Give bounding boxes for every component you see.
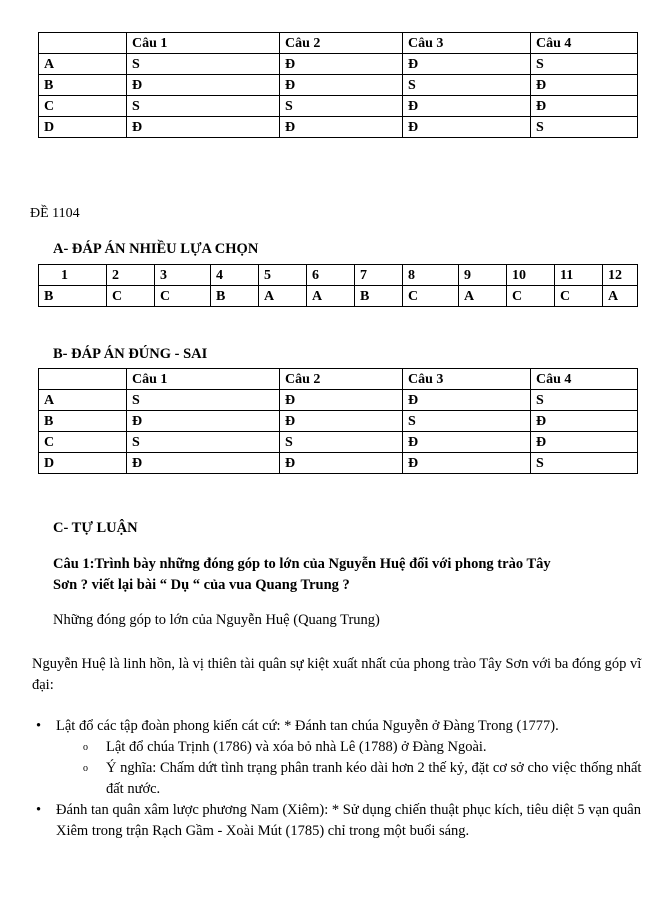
header-cell: Câu 1: [127, 369, 280, 390]
table-row: [39, 390, 638, 411]
header-cell: [39, 33, 127, 54]
contribution-item-2: [32, 800, 657, 842]
answer-cell: Đ: [280, 54, 403, 75]
answer-cell: S: [127, 390, 280, 411]
answer-paragraph: Nguyễn Huệ là linh hồn, là vị thiên tài quân sự kiệt xuất nhất của phong trào Tây Sơn với ba đóng góp vĩ đại:: [32, 656, 642, 693]
multiple-choice-table: [38, 264, 638, 307]
answer-cell: Đ: [280, 411, 403, 432]
row-label-cell: C: [39, 432, 127, 453]
answer-letter-cell: C: [555, 286, 603, 307]
question-number-cell: 12: [603, 265, 638, 286]
answer-cell: Đ: [280, 390, 403, 411]
row-label-cell: D: [39, 453, 127, 474]
answer-letter-cell: A: [603, 286, 638, 307]
table-row: [39, 75, 638, 96]
sub-item: o Lật đổ chúa Trịnh (1786) và xóa bỏ nhà Lê (1788) ở Đàng Ngoài.: [56, 737, 657, 758]
question-number-cell: 5: [259, 265, 307, 286]
answer-cell: S: [531, 117, 638, 138]
answer-table-top: [38, 32, 638, 138]
question-number-cell: 8: [403, 265, 459, 286]
answer-cell: S: [127, 432, 280, 453]
header-cell: Câu 4: [531, 33, 638, 54]
answer-cell: Đ: [403, 96, 531, 117]
section-b-title: B- ĐÁP ÁN ĐÚNG - SAI: [53, 346, 208, 362]
row-label-cell: A: [39, 390, 127, 411]
answer-cell: Đ: [531, 411, 638, 432]
answer-cell: S: [127, 54, 280, 75]
answer-cell: Đ: [531, 432, 638, 453]
answer-letter-cell: C: [403, 286, 459, 307]
header-cell: [39, 369, 127, 390]
mc-number-row: [39, 265, 638, 286]
header-cell: Câu 1: [127, 33, 280, 54]
answer-letter-cell: C: [507, 286, 555, 307]
answer-cell: Đ: [280, 75, 403, 96]
answer-letter-cell: A: [307, 286, 355, 307]
question-1-line-1: Câu 1:Trình bày những đóng góp to lớn của Nguyễn Huệ đối với phong trào Tây: [53, 556, 551, 572]
table-row: [39, 432, 638, 453]
answer-cell: Đ: [403, 54, 531, 75]
row-label-cell: A: [39, 54, 127, 75]
answer-cell: S: [403, 411, 531, 432]
exam-code: ĐỀ 1104: [30, 206, 80, 221]
answer-cell: Đ: [403, 390, 531, 411]
table-row: [39, 54, 638, 75]
answer-cell: S: [280, 432, 403, 453]
question-number-cell: 1: [39, 265, 107, 286]
answer-letter-cell: A: [459, 286, 507, 307]
answer-cell: S: [127, 96, 280, 117]
answer-letter-cell: B: [39, 286, 107, 307]
answer-cell: Đ: [127, 411, 280, 432]
row-label-cell: B: [39, 75, 127, 96]
table-row: [39, 96, 638, 117]
question-number-cell: 9: [459, 265, 507, 286]
table-header-row: [39, 33, 638, 54]
answer-cell: S: [531, 54, 638, 75]
header-cell: Câu 2: [280, 33, 403, 54]
section-a-title: A- ĐÁP ÁN NHIỀU LỰA CHỌN: [53, 241, 259, 257]
answer-cell: S: [531, 453, 638, 474]
row-label-cell: C: [39, 96, 127, 117]
true-false-table: [38, 368, 638, 474]
answer-letter-cell: B: [355, 286, 403, 307]
answer-intro: Những đóng góp to lớn của Nguyễn Huệ (Quang Trung): [53, 612, 380, 628]
table-header-row: [39, 369, 638, 390]
answer-cell: Đ: [127, 117, 280, 138]
question-number-cell: 4: [211, 265, 259, 286]
answer-letter-cell: B: [211, 286, 259, 307]
row-label-cell: D: [39, 117, 127, 138]
answer-cell: Đ: [127, 75, 280, 96]
answer-letter-cell: C: [155, 286, 211, 307]
header-cell: Câu 3: [403, 369, 531, 390]
contribution-list: [32, 716, 657, 842]
answer-letter-cell: C: [107, 286, 155, 307]
answer-cell: S: [403, 75, 531, 96]
contribution-item-1-text: Lật đổ các tập đoàn phong kiến cát cứ: * Đánh tan chúa Nguyễn ở Đàng Trong (1777).: [56, 718, 559, 734]
question-number-cell: 3: [155, 265, 211, 286]
answer-cell: S: [280, 96, 403, 117]
answer-cell: Đ: [531, 75, 638, 96]
answer-cell: Đ: [403, 453, 531, 474]
question-1-line-2: Sơn ? viết lại bài “ Dụ “ của vua Quang Trung ?: [53, 577, 350, 593]
answer-cell: Đ: [280, 117, 403, 138]
question-number-cell: 6: [307, 265, 355, 286]
sub-item: o Ý nghĩa: Chấm dứt tình trạng phân tranh kéo dài hơn 2 thế kỷ, đặt cơ sở cho việc thống nhất đất nước.: [56, 758, 657, 800]
question-number-cell: 7: [355, 265, 403, 286]
section-c-title: C- TỰ LUẬN: [53, 520, 138, 536]
header-cell: Câu 2: [280, 369, 403, 390]
answer-cell: Đ: [127, 453, 280, 474]
answer-letter-cell: A: [259, 286, 307, 307]
row-label-cell: B: [39, 411, 127, 432]
header-cell: Câu 4: [531, 369, 638, 390]
answer-cell: Đ: [531, 96, 638, 117]
question-number-cell: 11: [555, 265, 603, 286]
table-row: [39, 117, 638, 138]
question-number-cell: 10: [507, 265, 555, 286]
contribution-item-1-sublist: [56, 737, 657, 800]
table-row: [39, 411, 638, 432]
table-row: [39, 453, 638, 474]
answer-cell: Đ: [403, 432, 531, 453]
question-number-cell: 2: [107, 265, 155, 286]
mc-answer-row: [39, 286, 638, 307]
contribution-item-2-text: Đánh tan quân xâm lược phương Nam (Xiêm): * Sử dụng chiến thuật phục kích, tiêu diệt 5 vạn quân Xiêm trong trận Rạch Gầm - Xoài Mút (1785) chỉ trong một buổi sáng.: [56, 802, 641, 839]
answer-cell: Đ: [280, 453, 403, 474]
contribution-item-1: [32, 716, 657, 800]
header-cell: Câu 3: [403, 33, 531, 54]
answer-cell: Đ: [403, 117, 531, 138]
answer-cell: S: [531, 390, 638, 411]
